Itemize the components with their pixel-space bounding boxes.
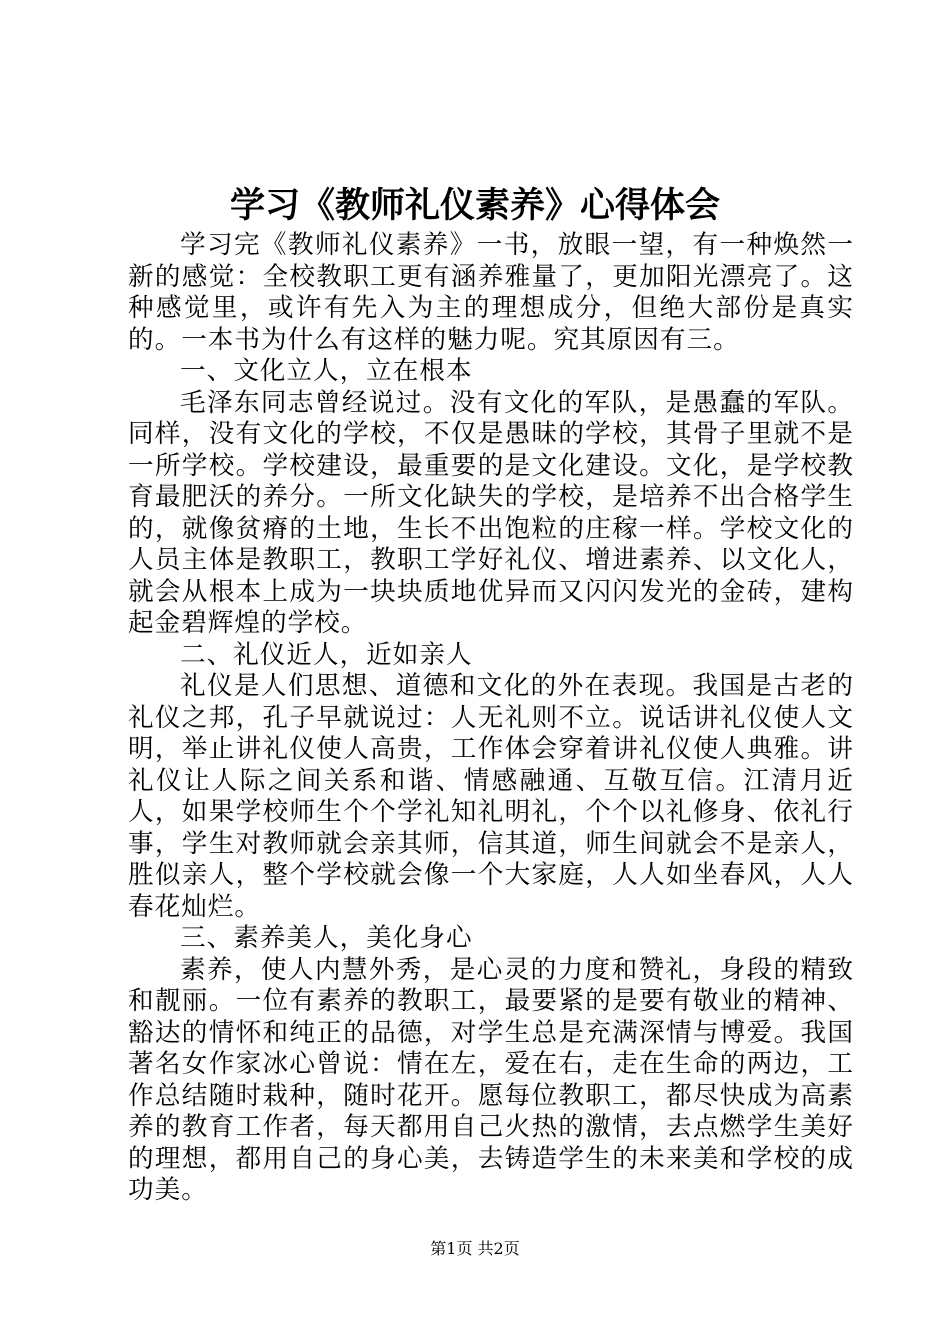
document-title: 学习《教师礼仪素养》心得体会 (229, 185, 720, 226)
section-paragraph-1: 毛泽东同志曾经说过。没有文化的军队，是愚蠢的军队。同样，没有文化的学校，不仅是愚昧的学校，其骨子里就不是一所学校。学校建设，最重要的是文化建设。文化，是学校教育最肥沃的养分。一所文化缺失的学校，是培养不出合格学生的，就像贫瘠的土地，生长不出饱粒的庄稼一样。学校文化的人员主体是教职工，教职工学好礼仪、增进素养、以文化人，就会从根本上成为一块块质地优异而又闪闪发光的金砖，建构起金碧辉煌的学校。 (128, 387, 854, 638)
section-heading-3: 三、素养美人，美化身心 (180, 923, 473, 953)
intro-paragraph: 学习完《教师礼仪素养》一书，放眼一望，有一种焕然一新的感觉：全校教职工更有涵养雅量了，更加阳光漂亮了。这种感觉里，或许有先入为主的理想成分，但绝大部份是真实的。一本书为什么有这样的魅力呢。究其原因有三。 (128, 230, 854, 355)
section-paragraph-3: 素养，使人内慧外秀，是心灵的力度和赞礼，身段的精致和靓丽。一位有素养的教职工，最要紧的是要有敬业的精神、豁达的情怀和纯正的品德，对学生总是充满深情与博爱。我国著名女作家冰心曾说：情在左，爱在右，走在生命的两边，工作总结随时栽种，随时花开。愿每位教职工，都尽快成为高素养的教育工作者，每天都用自己火热的激情，去点燃学生美好的理想，都用自己的身心美，去铸造学生的未来美和学校的成功美。 (128, 954, 854, 1205)
page-number-footer: 第1页 共2页 (430, 1239, 520, 1258)
document-body (128, 230, 854, 1207)
section-paragraph-2: 礼仪是人们思想、道德和文化的外在表现。我国是古老的礼仪之邦，孔子早就说过：人无礼则不立。说话讲礼仪使人文明，举止讲礼仪使人高贵，工作体会穿着讲礼仪使人典雅。讲礼仪让人际之间关系和谐、情感融通、互敬互信。江清月近人，如果学校师生个个学礼知礼明礼，个个以礼修身、依礼行事，学生对教师就会亲其师，信其道，师生间就会不是亲人，胜似亲人，整个学校就会像一个大家庭，人人如坐春风，人人春花灿烂。 (128, 671, 854, 922)
section-heading-2: 二、礼仪近人，近如亲人 (180, 639, 473, 670)
section-heading-1: 一、文化立人，立在根本 (180, 356, 473, 386)
